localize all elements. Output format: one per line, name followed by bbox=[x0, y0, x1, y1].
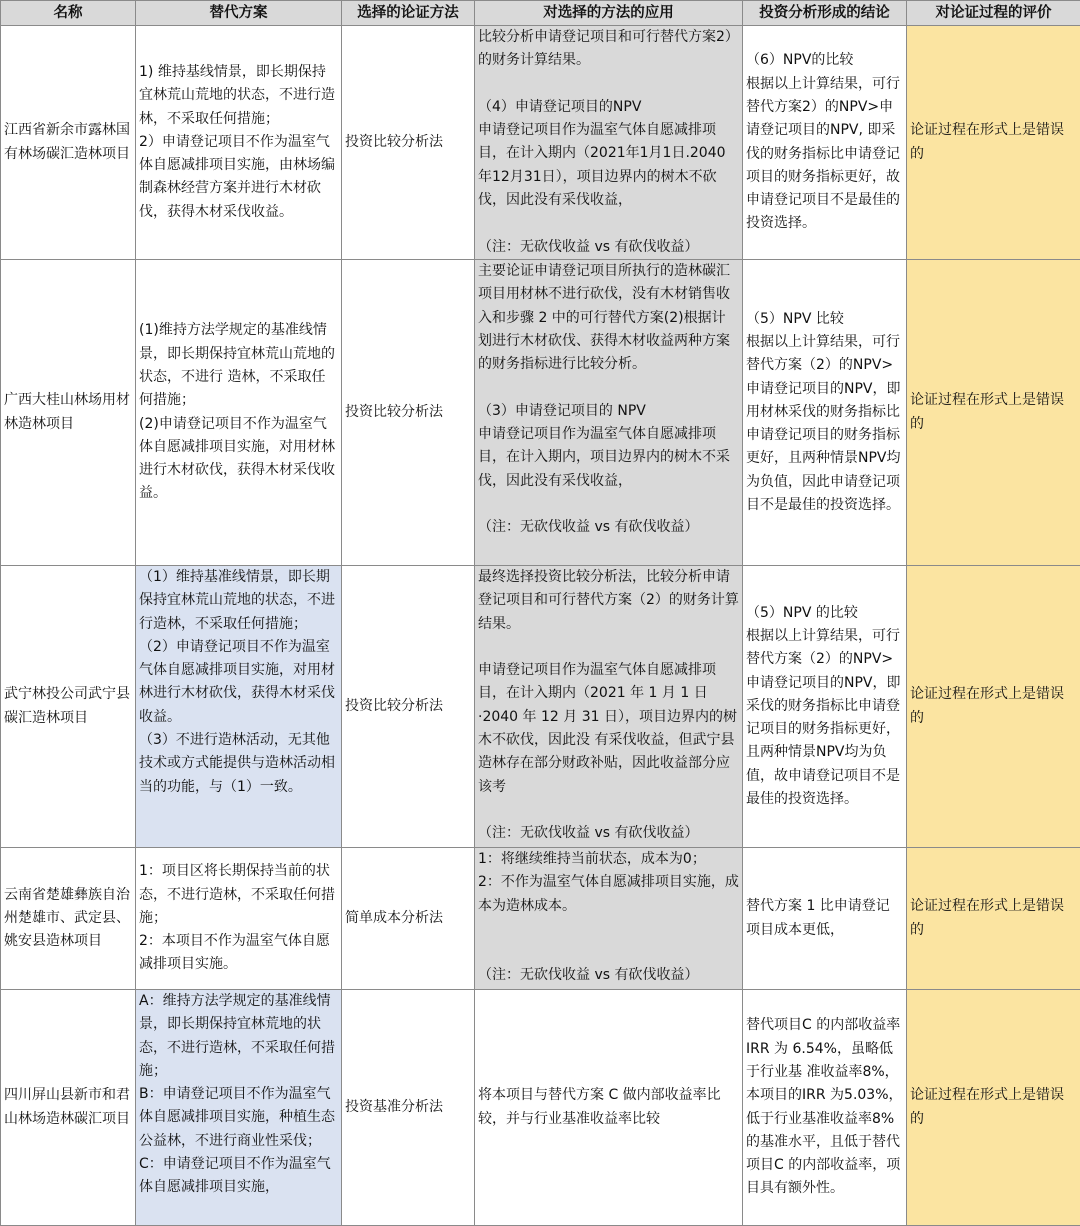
evaluation-cell: 论证过程在形式上是错误的 bbox=[907, 990, 1080, 1226]
alternative-item: 1) 维持基线情景，即长期保持宜林荒山荒地的状态，不进行造林，不采取任何措施； bbox=[139, 61, 338, 131]
alternative-item: 2）申请登记项目不作为温室气体自愿减排项目实施，由林场编制森林经营方案并进行木材砍伐，获得木材采伐收益。 bbox=[139, 131, 338, 224]
application-cell bbox=[475, 260, 743, 566]
method-cell: 投资基准分析法 bbox=[342, 990, 475, 1226]
header-application: 对选择的方法的应用 bbox=[475, 1, 743, 26]
evaluation-cell: 论证过程在形式上是错误的 bbox=[907, 260, 1080, 566]
alternative-item: （1）维持基准线情景，即长期保持宜林荒山荒地的状态，不进行造林，不采取任何措施； bbox=[139, 566, 338, 636]
table-row bbox=[1, 848, 1080, 990]
project-name-cell: 武宁林投公司武宁县碳汇造林项目 bbox=[1, 566, 136, 848]
conclusion-line: 根据以上计算结果，可行替代方案2）的NPV>申请登记项目的NPV, 即采伐的财务指标比申请登记项目的财务指标更好，故申请登记项目不是最佳的投资选择。 bbox=[746, 73, 903, 236]
alternative-item: (2)申请登记项目不作为温室气体自愿减排项目实施，对用材林进行木材砍伐，获得木材采伐收益。 bbox=[139, 413, 338, 506]
method-cell: 投资比较分析法 bbox=[342, 566, 475, 848]
application-line: （注：无砍伐收益 vs 有砍伐收益） bbox=[478, 236, 739, 259]
evaluation-cell: 论证过程在形式上是错误的 bbox=[907, 26, 1080, 260]
conclusion-cell bbox=[743, 260, 907, 566]
application-line: 2：不作为温室气体自愿减排项目实施，成本为造林成本。 bbox=[478, 871, 739, 918]
application-cell bbox=[475, 566, 743, 848]
alternatives-cell bbox=[136, 260, 342, 566]
alternatives-cell bbox=[136, 848, 342, 990]
conclusion-cell bbox=[743, 566, 907, 848]
application-line: 比较分析申请登记项目和可行替代方案2）的财务计算结果。 bbox=[478, 26, 739, 73]
blank-line bbox=[478, 493, 739, 516]
header-alternatives: 替代方案 bbox=[136, 1, 342, 26]
evaluation-cell: 论证过程在形式上是错误的 bbox=[907, 566, 1080, 848]
application-line: 主要论证申请登记项目所执行的造林碳汇项目用材林不进行砍伐，没有木材销售收入和步骤 2 中的可行替代方案(2)根据计划进行木材砍伐、获得木材收益两种方案的财务指标进行比较分析。 bbox=[478, 260, 739, 376]
project-name-cell: 江西省新余市露林国有林场碳汇造林项目 bbox=[1, 26, 136, 260]
alternative-item: 2：本项目不作为温室气体自愿减排项目实施。 bbox=[139, 930, 338, 977]
header-evaluation: 对论证过程的评价 bbox=[907, 1, 1080, 26]
conclusion-line: 根据以上计算结果，可行替代方案（2）的NPV>申请登记项目的NPV，即采伐的财务指标比申请登记项目的财务指标更好，且两种情景NPV均为负值，故申请登记项目不是最佳的投资选择。 bbox=[746, 625, 903, 811]
alternative-item: (1)维持方法学规定的基准线情景，即长期保持宜林荒山荒地的状态，不进行 造林，不采取任何措施； bbox=[139, 319, 338, 412]
alternative-item: （2）申请登记项目不作为温室气体自愿减排项目实施，对用材林进行木材砍伐，获得木材采伐收益。 bbox=[139, 636, 338, 729]
method-cell: 投资比较分析法 bbox=[342, 260, 475, 566]
alternative-item: A：维持方法学规定的基准线情景，即长期保持宜林荒地的状态，不进行造林，不采取任何措施； bbox=[139, 990, 338, 1083]
application-line: （3）申请登记项目的 NPV bbox=[478, 400, 739, 423]
conclusion-cell bbox=[743, 848, 907, 990]
blank-line bbox=[478, 918, 739, 941]
application-line: （4）申请登记项目的NPV bbox=[478, 96, 739, 119]
alternatives-cell bbox=[136, 566, 342, 848]
conclusion-line: （6）NPV的比较 bbox=[746, 49, 903, 72]
blank-line bbox=[478, 212, 739, 235]
alternative-item: 1：项目区将长期保持当前的状态，不进行造林，不采取任何措施； bbox=[139, 860, 338, 930]
application-cell bbox=[475, 990, 743, 1226]
alternatives-cell bbox=[136, 26, 342, 260]
alternative-item: B：申请登记项目不作为温室气体自愿减排项目实施，种植生态公益林，不进行商业性采伐； bbox=[139, 1083, 338, 1153]
table-row bbox=[1, 26, 1080, 260]
header-row bbox=[1, 1, 1080, 26]
header-conclusion: 投资分析形成的结论 bbox=[743, 1, 907, 26]
application-line: 申请登记项目作为温室气体自愿减排项目，在计入期内，项目边界内的树木不采伐，因此没有采伐收益， bbox=[478, 423, 739, 493]
conclusion-line: （5）NPV 比较 bbox=[746, 308, 903, 331]
alternative-item: （3）不进行造林活动，无其他技术或方式能提供与造林活动相当的功能，与（1）一致。 bbox=[139, 729, 338, 799]
conclusion-cell bbox=[743, 26, 907, 260]
conclusion-line: 替代项目C 的内部收益率 IRR 为 6.54%，虽略低于行业基 准收益率8%，本项目的IRR 为5.03%，低于行业基准收益率8%的基准水平，且低于替代项目C 的内部收益率，项目具有额外性。 bbox=[746, 1014, 903, 1200]
blank-line bbox=[478, 73, 739, 96]
method-cell: 投资比较分析法 bbox=[342, 26, 475, 260]
table-row bbox=[1, 990, 1080, 1226]
method-cell: 简单成本分析法 bbox=[342, 848, 475, 990]
conclusion-line: 根据以上计算结果，可行替代方案（2）的NPV>申请登记项目的NPV，即用材林采伐的财务指标比申请登记项目的财务指标更好，且两种情景NPV均为负值，因此申请登记项目不是最佳的投资选择。 bbox=[746, 331, 903, 517]
blank-line bbox=[478, 799, 739, 822]
project-name-cell: 四川屏山县新市和君山林场造林碳汇项目 bbox=[1, 990, 136, 1226]
blank-line bbox=[478, 941, 739, 964]
conclusion-line: 替代方案 1 比申请登记项目成本更低， bbox=[746, 895, 903, 942]
alternatives-cell bbox=[136, 990, 342, 1226]
conclusion-line: （5）NPV 的比较 bbox=[746, 602, 903, 625]
application-line: 将本项目与替代方案 C 做内部收益率比较，并与行业基准收益率比较 bbox=[478, 1084, 739, 1131]
header-method: 选择的论证方法 bbox=[342, 1, 475, 26]
evaluation-cell: 论证过程在形式上是错误的 bbox=[907, 848, 1080, 990]
application-line: 1：将继续维持当前状态，成本为0； bbox=[478, 848, 739, 871]
project-name-cell: 广西大桂山林场用材林造林项目 bbox=[1, 260, 136, 566]
header-name: 名称 bbox=[1, 1, 136, 26]
application-line: （注：无砍伐收益 vs 有砍伐收益） bbox=[478, 822, 739, 845]
application-line: 申请登记项目作为温室气体自愿减排项目，在计入期内（2021 年 1 月 1 日·2040 年 12 月 31 日），项目边界内的树木不砍伐，因此没 有采伐收益，但武宁县造林存在部分财政补贴，因此收益部分应该考 bbox=[478, 659, 739, 799]
conclusion-cell bbox=[743, 990, 907, 1226]
alternative-item: C：申请登记项目不作为温室气体自愿减排项目实施， bbox=[139, 1153, 338, 1200]
table-row bbox=[1, 566, 1080, 848]
application-line: （注：无砍伐收益 vs 有砍伐收益） bbox=[478, 516, 739, 539]
application-cell bbox=[475, 848, 743, 990]
blank-line bbox=[478, 376, 739, 399]
application-line: 申请登记项目作为温室气体自愿减排项目，在计入期内（2021年1月1日.2040年12月31日），项目边界内的树木不砍伐，因此没有采伐收益， bbox=[478, 119, 739, 212]
application-line: 最终选择投资比较分析法，比较分析申请登记项目和可行替代方案（2）的财务计算结果。 bbox=[478, 566, 739, 636]
application-cell bbox=[475, 26, 743, 260]
table-row bbox=[1, 260, 1080, 566]
application-line: （注：无砍伐收益 vs 有砍伐收益） bbox=[478, 964, 739, 987]
blank-line bbox=[478, 636, 739, 659]
project-name-cell: 云南省楚雄彝族自治州楚雄市、武定县、姚安县造林项目 bbox=[1, 848, 136, 990]
